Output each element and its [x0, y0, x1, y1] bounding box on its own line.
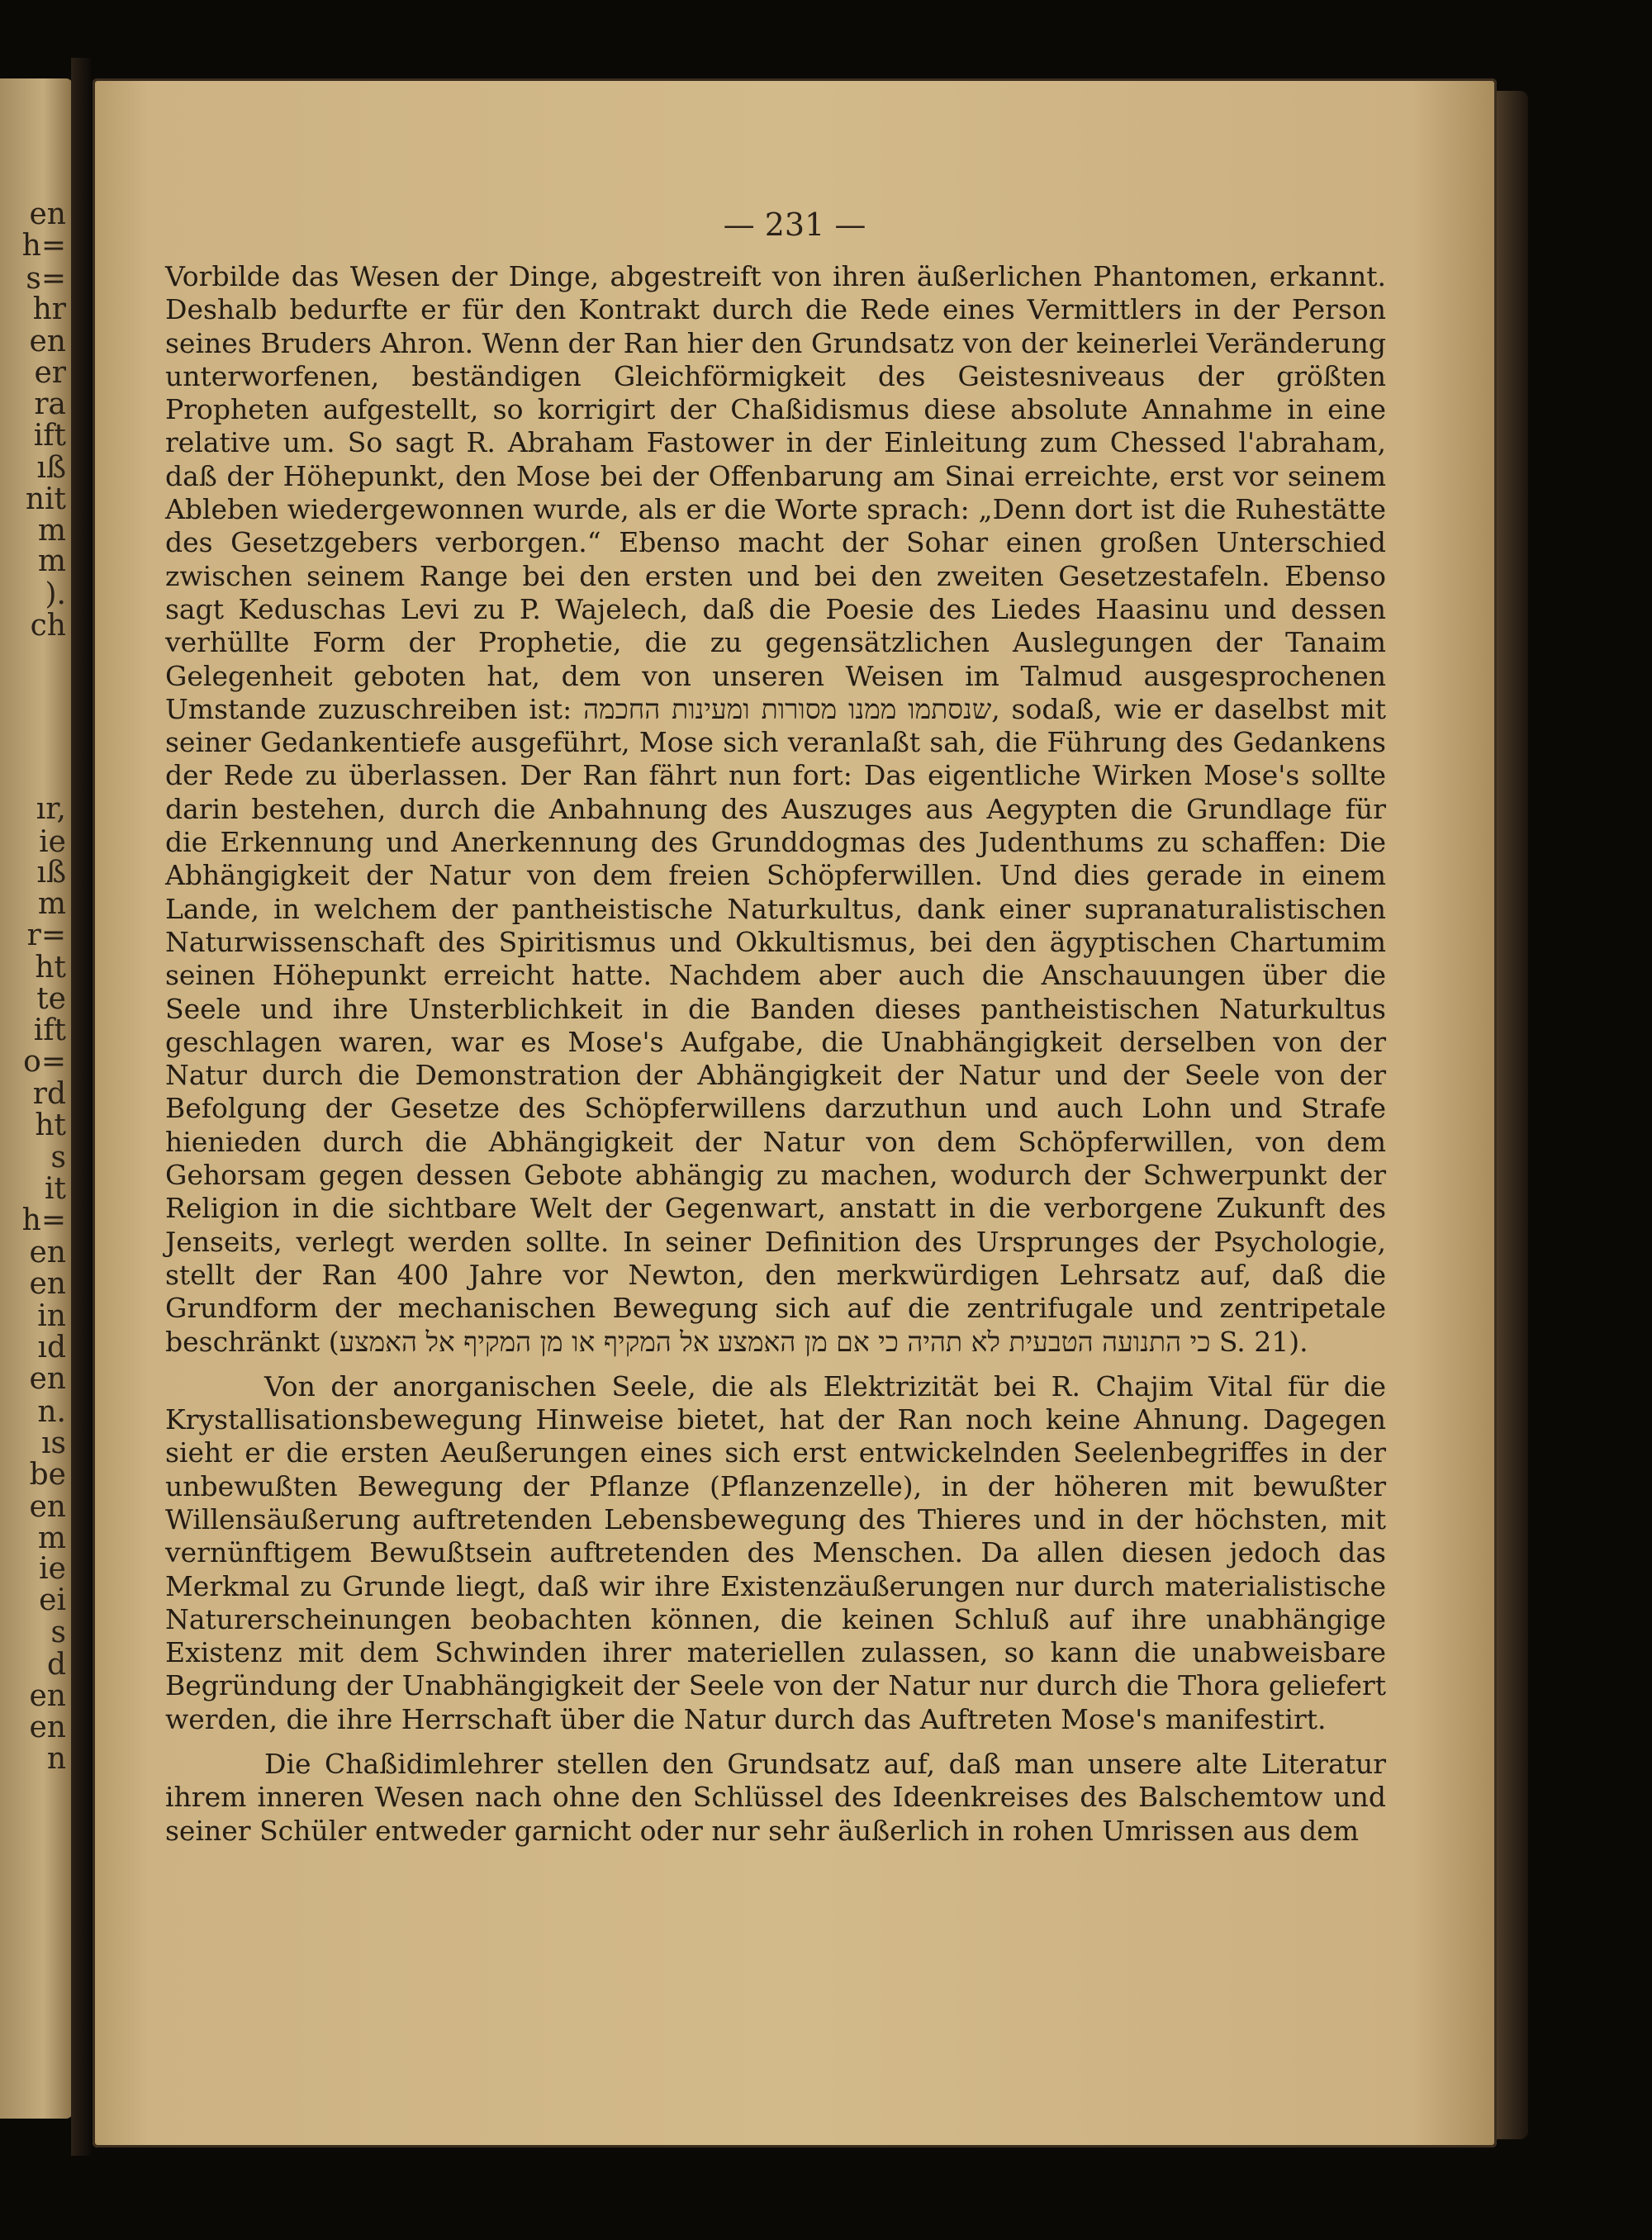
left-page-fragment: ır, [36, 792, 66, 826]
left-page-fragment: en [29, 1362, 66, 1396]
left-page-fragment: ıß [36, 856, 66, 890]
left-page-fragment: te [36, 982, 66, 1016]
left-page-fragment: ht [35, 1108, 66, 1142]
left-page-fragment: ie [39, 825, 66, 859]
paragraph-3: Die Chaßidimlehrer stellen den Grundsatz auf, daß man unsere alte Literatur ihrem inneren Wesen nach ohne den Schlüssel des Ideenkreises des Balschemtow und seiner Schüler entweder garnicht oder nur sehr äußerlich in rohen Umrissen aus dem [165, 1748, 1386, 1847]
left-page-fragment: m [37, 514, 66, 548]
page-text [165, 260, 1386, 1848]
left-page-fragment: ra [34, 387, 66, 421]
left-page-fragment: m [37, 887, 66, 921]
left-page-fragment: en [29, 1236, 66, 1269]
left-page-fragment: er [34, 356, 66, 390]
left-page-fragment: ch [30, 609, 66, 643]
book-gutter [71, 58, 91, 2156]
left-page-fragment: ıß [36, 451, 66, 485]
left-page-fragment: nit [25, 482, 66, 516]
left-facing-page [0, 78, 73, 2119]
left-page-fragment: m [37, 1521, 66, 1555]
left-page-fragment: en [29, 1267, 66, 1301]
left-page-fragment: n [46, 1742, 66, 1776]
left-page-fragment: r= [26, 918, 66, 952]
left-page-fragment: hr [32, 292, 66, 326]
left-page-fragment: be [29, 1458, 66, 1492]
left-page-fragment: it [45, 1172, 66, 1206]
left-page-fragment: ift [33, 419, 66, 453]
left-page-fragment: o= [23, 1045, 66, 1079]
left-page-fragment: in [37, 1299, 66, 1333]
page-edge [1497, 91, 1528, 2139]
left-page-fragment: s [50, 1616, 66, 1649]
paragraph-2: Von der anorganischen Seele, die als Elektrizität bei R. Chajim Vital für die Krystallisationsbewegung Hinweise bietet, hat der Ran noch keine Ahnung. Dagegen sieht er die ersten Aeußerungen eines sich erst entwickelnden Seelenbegriffes in der unbewußten Bewegung der Pflanze (Pflanzenzelle), in der höheren mit bewußter Willensäußerung auftretenden Lebensbewegung des Thieres und in der höchsten, mit vernünftigem Bewußtsein auftretenden des Menschen. Da allen diesen jedoch das Merkmal zu Grunde liegt, daß wir ihre Existenzäußerungen nur durch materialistische Naturerscheinungen beobachten können, die keinen Schluß auf ihre unabhängige Existenz mit dem Schwinden ihrer materiellen zulassen, so kann die unabweisbare Begründung der Unabhängigkeit der Seele von der Natur nur durch die Thora geliefert werden, die ihre Herrschaft über die Natur durch das Auftreten Mose's manifestirt. [165, 1369, 1386, 1735]
left-page-fragment: ei [39, 1583, 66, 1617]
left-page-fragment: h= [21, 1203, 66, 1237]
left-page-fragment: ift [33, 1013, 66, 1047]
left-page-fragment: ıs [41, 1426, 66, 1460]
left-page-fragment: en [29, 1711, 66, 1744]
left-page-fragment: ). [45, 577, 66, 611]
paragraph-1: Vorbilde das Wesen der Dinge, abgestreift von ihren äußerlichen Phantomen, erkannt. Deshalb bedurfte er für den Kontrakt durch die Rede eines Vermittlers in der Person seines Bruders Ahron. Wenn der Ran hier den Grundsatz von der keinerlei Veränderung unterworfenen, beständigen Gleichförmigkeit des Geistesniveaus der größten Propheten aufgestellt, so korrigirt der Chaßidismus diese absolute Annahme in eine relative um. So sagt R. Abraham Fastower in der Einleitung zum Chessed l'abraham, daß der Höhepunkt, den Mose bei der Offenbarung am Sinai erreichte, erst vor seinem Ableben wiedergewonnen wurde, als er die Worte sprach: „Denn dort ist die Ruhestätte des Gesetzgebers verborgen.“ Ebenso macht der Sohar einen großen Unterschied zwischen seinem Range bei den ersten und bei den zweiten Gesetzestafeln. Ebenso sagt Keduschas Levi zu P. Wajelech, daß die Poesie des Liedes Haasinu und dessen verhüllte Form der Prophetie, die zu gegensätzlichen Auslegungen der Tanaim Gelegenheit geboten hat, dem von unseren Weisen im Talmud ausgesprochenen Umstande zuzuschreiben ist: שנסתמו ממנו מסורות ומעינות החכמה, sodaß, wie er daselbst mit seiner Gedankentiefe ausgeführt, Mose sich veranlaßt sah, die Führung des Gedankens der Rede zu überlassen. Der Ran fährt nun fort: Das eigentliche Wirken Mose's sollte darin bestehen, durch die Anbahnung des Auszuges aus Aegypten die Grundlage für die Erkennung und Anerkennung des Grunddogmas des Judenthums zu schaffen: Die Abhängigkeit der Natur von dem freien Schöpferwillen. Und dies gerade in einem Lande, in welchem der pantheistische Naturkultus, dank einer supranaturalistischen Naturwissenschaft des Spiritismus und Okkultismus, bei den ägyptischen Chartumim seinen Höhepunkt erreicht hatte. Nachdem aber auch die Anschauungen über die Seele und ihre Unsterblichkeit in die Banden dieses pantheistischen Naturkultus geschlagen waren, war es Mose's Aufgabe, die Unabhängigkeit derselben von der Natur durch die Demonstration der Abhängigkeit der Natur und der Seele von der Befolgung der Gesetze des Schöpferwillens darzuthun und auch Lohn und Strafe hienieden durch die Abhängigkeit der Natur von dem Schöpferwillen, von dem Gehorsam gegen dessen Gebote abhängig zu machen, wodurch der Schwerpunkt der Religion in die sichtbare Welt der Gegenwart, anstatt in die verborgene Zukunft des Jenseits, verlegt werden sollte. In seiner Definition des Ursprunges der Psychologie, stellt der Ran 400 Jahre vor Newton, den merkwürdigen Lehrsatz auf, daß die Grundform der mechanischen Bewegung sich auf die zentrifugale und zentripetale beschränkt (כי התנועה הטבעית לא תהיה כי אם מן האמצע אל המקיף או מן המקיף אל האמצע S. 21). [165, 260, 1387, 1358]
left-page-fragment: en [29, 197, 66, 231]
left-page-fragment: en [29, 325, 66, 358]
left-page-fragment: en [29, 1490, 66, 1524]
left-page-fragment: m [37, 544, 66, 578]
book-page [93, 78, 1497, 2147]
page-number: — 231 — [723, 206, 866, 243]
left-page-fragment: ie [39, 1552, 66, 1586]
left-page-fragment: en [29, 1679, 66, 1713]
left-page-fragment: rd [32, 1077, 66, 1111]
left-page-fragment: h= [21, 229, 66, 263]
left-page-fragment: ıd [37, 1331, 66, 1364]
left-page-fragment: n. [37, 1395, 66, 1429]
left-page-fragment: s [50, 1141, 66, 1175]
left-page-fragment: s= [26, 262, 66, 296]
left-page-fragment: d [46, 1648, 66, 1682]
left-page-fragment: ht [35, 951, 66, 985]
